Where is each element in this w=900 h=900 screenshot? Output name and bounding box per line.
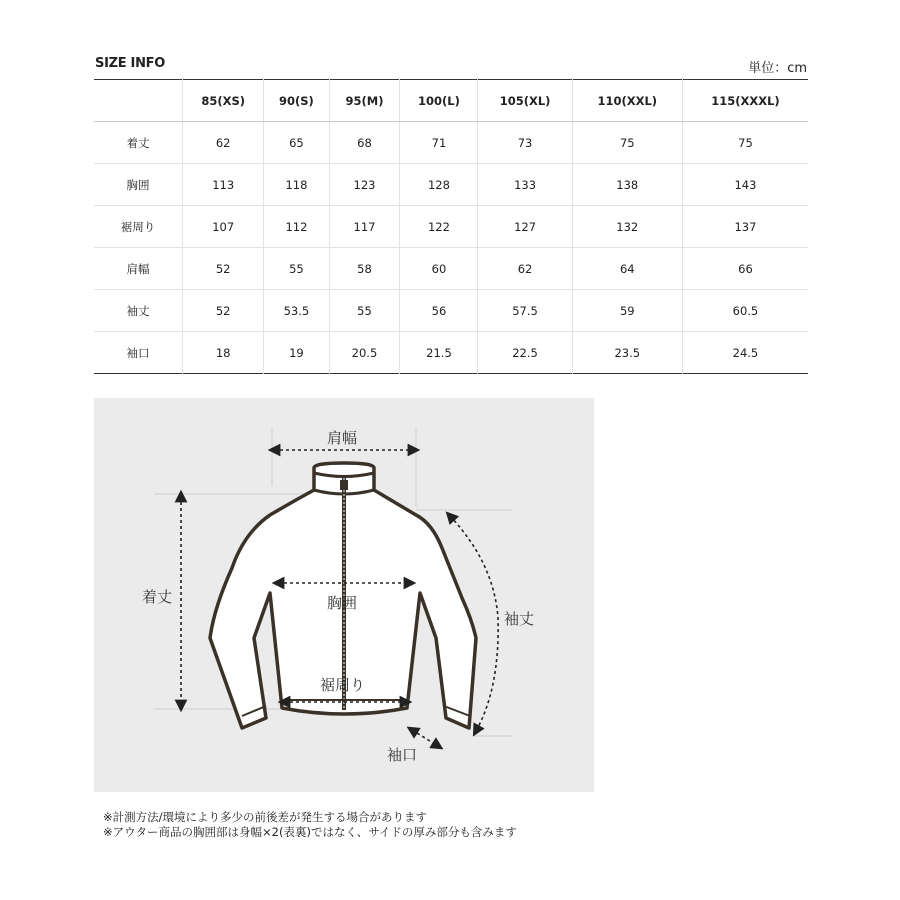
table-row [94,122,808,164]
label-chest: 胸囲 [327,594,358,612]
table-cell: 60.5 [682,290,808,332]
table-cell: 75 [572,122,682,164]
table-cell: 58 [329,248,400,290]
table-cell: 128 [400,164,478,206]
label-length: 着丈 [142,588,173,606]
table-cell: 21.5 [400,332,478,374]
column-header [94,80,183,122]
column-header: 90(S) [264,80,329,122]
table-cell: 133 [478,164,572,206]
table-cell: 23.5 [572,332,682,374]
table-row [94,290,808,332]
table-cell: 71 [400,122,478,164]
table-cell: 18 [183,332,264,374]
footnote: ※計測方法/環境により多少の前後差が発生する場合があります [103,810,428,824]
table-cell: 118 [264,164,329,206]
table-cell: 132 [572,206,682,248]
column-header: 95(M) [329,80,400,122]
measurement-diagram [94,398,594,792]
table-cell: 143 [682,164,808,206]
label-sleeve: 袖丈 [504,610,535,628]
table-cell: 73 [478,122,572,164]
table-header-row [94,80,808,122]
table-row [94,164,808,206]
table-cell: 62 [478,248,572,290]
table-cell: 52 [183,290,264,332]
table-cell: 107 [183,206,264,248]
table-cell: 75 [682,122,808,164]
table-cell: 56 [400,290,478,332]
table-cell: 60 [400,248,478,290]
table-cell: 59 [572,290,682,332]
label-shoulder: 肩幅 [327,429,358,447]
table-cell: 127 [478,206,572,248]
row-label: 着丈 [94,122,183,164]
table-row [94,206,808,248]
table-cell: 113 [183,164,264,206]
table-cell: 20.5 [329,332,400,374]
table-cell: 55 [329,290,400,332]
table-cell: 62 [183,122,264,164]
table-cell: 122 [400,206,478,248]
size-table [94,79,808,374]
table-cell: 22.5 [478,332,572,374]
table-cell: 112 [264,206,329,248]
table-cell: 65 [264,122,329,164]
column-header: 100(L) [400,80,478,122]
table-cell: 123 [329,164,400,206]
table-cell: 24.5 [682,332,808,374]
table-cell: 52 [183,248,264,290]
table-cell: 117 [329,206,400,248]
row-label: 裾周り [94,206,183,248]
table-cell: 55 [264,248,329,290]
table-cell: 66 [682,248,808,290]
column-header: 115(XXXL) [682,80,808,122]
column-header: 110(XXL) [572,80,682,122]
row-label: 肩幅 [94,248,183,290]
table-cell: 57.5 [478,290,572,332]
row-label: 袖丈 [94,290,183,332]
table-cell: 137 [682,206,808,248]
column-header: 85(XS) [183,80,264,122]
section-title: SIZE INFO [95,56,165,71]
column-header: 105(XL) [478,80,572,122]
row-label: 袖口 [126,345,150,360]
table-cell: 68 [329,122,400,164]
label-cuff: 袖口 [387,746,418,764]
label-hem: 裾周り [320,676,366,694]
table-cell: 19 [264,332,329,374]
unit-label: 単位：cm [748,61,807,76]
table-cell: 53.5 [264,290,329,332]
table-cell: 64 [572,248,682,290]
footnote: ※アウター商品の胸囲部は身幅×2(表裏)ではなく、サイドの厚み部分も含みます [103,825,517,839]
footnotes [103,810,517,840]
table-row [94,248,808,290]
table-row [94,332,808,374]
table-cell: 138 [572,164,682,206]
row-label: 胸囲 [94,164,183,206]
